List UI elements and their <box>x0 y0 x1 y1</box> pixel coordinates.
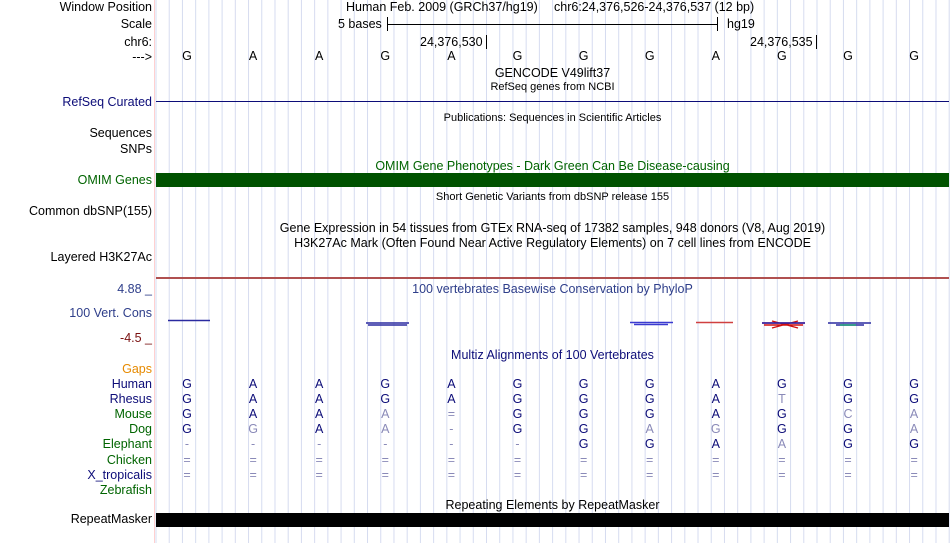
phylop-wiggle-plot[interactable] <box>0 310 950 334</box>
alignment-base: G <box>777 407 787 422</box>
phylop-track-title[interactable]: 100 vertebrates Basewise Conservation by PhyloP <box>412 282 693 296</box>
alignment-base: G <box>578 422 589 437</box>
alignment-base: G <box>843 377 853 391</box>
reference-base: G <box>777 49 787 63</box>
reference-sequence-row <box>0 49 950 64</box>
alignment-base: G <box>644 392 655 407</box>
alignment-base: = <box>249 452 257 467</box>
alignment-base: G <box>182 407 192 422</box>
alignment-base: = <box>646 452 654 467</box>
alignment-base: = <box>712 467 720 482</box>
alignment-base: A <box>315 392 324 407</box>
alignment-base: A <box>315 422 324 437</box>
phylop-score-mark <box>630 323 673 325</box>
alignment-base: = <box>910 452 918 467</box>
reference-base: G <box>182 49 192 63</box>
publications-track-title[interactable]: Publications: Sequences in Scientific Articles <box>443 112 662 124</box>
alignment-base: G <box>909 437 919 452</box>
alignment-base: = <box>778 467 786 482</box>
alignment-base: A <box>315 377 324 391</box>
alignment-base: = <box>844 467 852 482</box>
alignment-base: = <box>447 452 456 467</box>
alignment-base: = <box>315 467 323 482</box>
scale-bar-line <box>387 24 718 25</box>
alignment-base: = <box>183 467 191 482</box>
reference-base: G <box>644 49 655 63</box>
species-label[interactable]: Dog <box>129 422 152 437</box>
repeat-element-bar[interactable] <box>156 513 949 527</box>
alignment-base: G <box>512 407 523 422</box>
alignment-base: G <box>512 377 523 391</box>
chromosome-label: chr6: <box>124 35 152 49</box>
refseq-gene-line[interactable] <box>156 101 949 102</box>
alignment-base: A <box>315 407 324 422</box>
alignment-base: A <box>381 422 390 437</box>
common-dbsnp-label[interactable]: Common dbSNP(155) <box>29 204 152 218</box>
phylop-max-value: 4.88 _ <box>117 282 152 296</box>
alignment-base: G <box>909 392 919 407</box>
alignment-base: A <box>711 437 720 452</box>
snps-label[interactable]: SNPs <box>120 142 152 156</box>
alignment-base: G <box>710 422 721 437</box>
alignment-base: C <box>843 407 853 422</box>
layered-h3k27ac-label[interactable]: Layered H3K27Ac <box>50 250 152 264</box>
alignment-base: G <box>380 392 391 407</box>
alignment-base: = <box>249 467 257 482</box>
dbsnp-track-title[interactable]: Short Genetic Variants from dbSNP release 155 <box>435 191 670 203</box>
alignment-base: = <box>381 467 389 482</box>
alignment-base: = <box>712 452 720 467</box>
alignment-base: G <box>578 377 589 391</box>
alignment-base: G <box>578 437 589 452</box>
alignment-base: - <box>449 422 454 437</box>
gtex-track-title[interactable]: Gene Expression in 54 tissues from GTEx RNA-seq of 17382 samples, 948 donors (V8, Aug 2019) <box>279 221 826 235</box>
alignment-base: G <box>843 392 853 407</box>
alignment-base: G <box>644 407 655 422</box>
alignment-base: A <box>909 422 919 437</box>
reference-base: A <box>248 49 258 63</box>
label-column-separator <box>154 0 155 543</box>
species-label[interactable]: Human <box>111 377 152 391</box>
alignment-base: A <box>645 422 654 437</box>
alignment-base: G <box>380 377 391 391</box>
multiz-track-title[interactable]: Multiz Alignments of 100 Vertebrates <box>451 348 654 362</box>
reference-base: A <box>447 49 456 63</box>
reference-base: G <box>843 49 853 63</box>
species-label[interactable]: Chicken <box>106 452 152 467</box>
alignment-base: = <box>513 467 522 482</box>
alignment-base: = <box>844 452 852 467</box>
alignment-base: = <box>910 467 918 482</box>
sequences-label[interactable]: Sequences <box>89 126 152 140</box>
alignment-base: = <box>513 452 522 467</box>
alignment-base: - <box>317 437 322 452</box>
phylop-min-value: -4.5 _ <box>120 331 152 345</box>
alignment-base: G <box>182 377 192 391</box>
alignment-base: = <box>381 452 389 467</box>
alignment-base: A <box>711 392 720 407</box>
alignment-base: G <box>578 392 589 407</box>
species-label[interactable]: Elephant <box>102 437 152 452</box>
alignment-base: A <box>909 407 919 422</box>
species-label[interactable]: Rhesus <box>109 392 152 407</box>
alignment-base: = <box>315 452 323 467</box>
alignment-base: = <box>646 467 654 482</box>
alignment-base: G <box>909 377 919 391</box>
gencode-track-title[interactable]: GENCODE V49lift37 <box>494 66 611 80</box>
vert-cons-label[interactable]: 100 Vert. Cons <box>69 306 152 320</box>
strand-direction-label: ---> <box>132 50 152 64</box>
refseq-track-title[interactable]: RefSeq genes from NCBI <box>490 81 615 93</box>
alignment-base: A <box>248 407 258 422</box>
species-label[interactable]: Mouse <box>114 407 152 422</box>
alignment-base: A <box>447 392 456 407</box>
repeatmasker-track-title[interactable]: Repeating Elements by RepeatMasker <box>445 498 660 512</box>
reference-base: A <box>315 49 324 63</box>
alignment-base: A <box>711 407 720 422</box>
alignment-base: G <box>182 422 192 437</box>
alignment-base: A <box>711 377 720 391</box>
reference-base: G <box>512 49 523 63</box>
alignment-base: - <box>515 437 520 452</box>
assembly-title[interactable]: Human Feb. 2009 (GRCh37/hg19) <box>346 0 538 14</box>
coordinate-tick-label: 24,376,530 <box>420 35 483 49</box>
alignment-base: A <box>777 437 787 452</box>
alignment-base: - <box>449 437 454 452</box>
gaps-label[interactable]: Gaps <box>122 362 152 376</box>
window-position-label: Window Position <box>59 0 152 14</box>
reference-base: G <box>909 49 919 63</box>
h3k27ac-track-title[interactable]: H3K27Ac Mark (Often Found Near Active Regulatory Elements) on 7 cell lines from ENCODE <box>294 236 811 250</box>
alignment-base: A <box>447 377 456 391</box>
reference-base: A <box>711 49 720 63</box>
alignment-base: = <box>778 452 786 467</box>
alignment-base: = <box>579 452 588 467</box>
coordinate-tick <box>816 35 817 49</box>
alignment-base: T <box>778 392 786 407</box>
h3k27ac-baseline <box>156 277 949 279</box>
omim-genes-label[interactable]: OMIM Genes <box>77 173 152 187</box>
alignment-base: G <box>644 377 655 391</box>
scale-label: Scale <box>120 17 152 31</box>
repeatmasker-label[interactable]: RepeatMasker <box>70 512 152 526</box>
alignment-base: G <box>777 377 787 391</box>
omim-track-title[interactable]: OMIM Gene Phenotypes - Dark Green Can Be Disease-causing <box>375 159 730 173</box>
alignment-base: A <box>248 377 258 391</box>
coordinate-tick <box>486 35 487 49</box>
alignment-base: - <box>184 437 190 452</box>
alignment-base: = <box>447 467 456 482</box>
position-range[interactable]: chr6:24,376,526-24,376,537 (12 bp) <box>554 0 755 14</box>
alignment-base: G <box>843 422 853 437</box>
alignment-base: G <box>578 407 589 422</box>
alignment-base: G <box>512 392 523 407</box>
database-name: hg19 <box>727 17 755 31</box>
coordinate-tick-label: 24,376,535 <box>750 35 813 49</box>
reference-base: G <box>578 49 589 63</box>
species-label[interactable]: X_tropicalis <box>87 467 152 482</box>
alignment-base: A <box>381 407 390 422</box>
scale-bar-right-tick <box>717 17 718 31</box>
alignment-base: G <box>777 422 787 437</box>
omim-gene-bar[interactable] <box>156 173 949 187</box>
species-label[interactable]: Zebrafish <box>99 482 152 497</box>
scale-bar-text: 5 bases <box>338 17 382 31</box>
alignment-base: G <box>512 422 523 437</box>
alignment-base: A <box>248 392 258 407</box>
refseq-curated-label[interactable]: RefSeq Curated <box>62 95 152 109</box>
alignment-base: G <box>843 437 853 452</box>
alignment-base: G <box>248 422 258 437</box>
alignment-base: G <box>182 392 192 407</box>
phylop-score-mark <box>762 321 805 328</box>
phylop-score-mark <box>366 323 409 325</box>
alignment-base: = <box>579 467 588 482</box>
alignment-base: = <box>183 452 191 467</box>
alignment-base: G <box>644 437 655 452</box>
reference-base: G <box>380 49 391 63</box>
alignment-base: - <box>383 437 388 452</box>
alignment-base: - <box>251 437 256 452</box>
alignment-base: = <box>447 407 456 422</box>
